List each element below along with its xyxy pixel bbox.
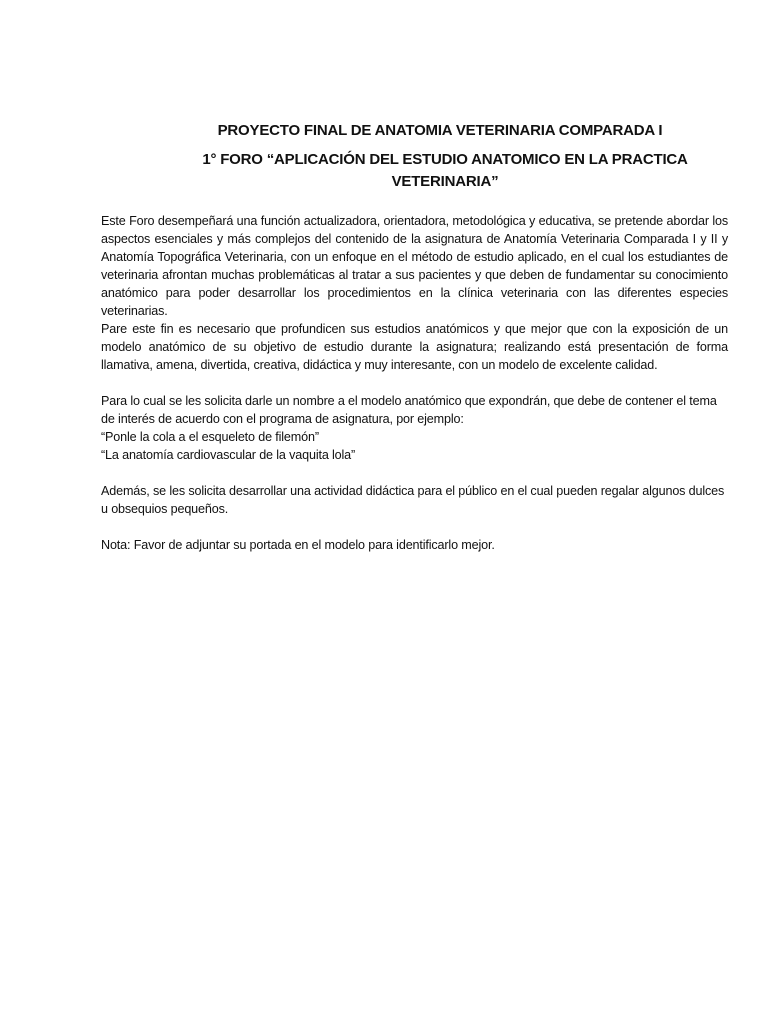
document-title: PROYECTO FINAL DE ANATOMIA VETERINARIA COMPARADA I [217, 122, 663, 139]
paragraph-intro: Este Foro desempeñará una función actualizadora, orientadora, metodológica y educativa, se pretende abordar los aspectos esenciales y más complejos del contenido de la asignatura de Anatomía Veterinaria Comparada I y II y Anatomía Topográfica Veterinaria, con un enfoque en el método de estudio aplicado, en el cual los estudiantes de veterinaria afrontan muchas problemáticas al tratar a sus pacientes y que deben de fundamentar su conocimiento anatómico para poder desarrollar los procedimientos en la clínica veterinaria con las diferentes especies veterinarias. [101, 214, 728, 318]
paragraph-spacer [101, 518, 728, 536]
paragraph-activity: Además, se les solicita desarrollar una actividad didáctica para el público en el cual pueden regalar algunos dulces u obsequios pequeños. [101, 484, 725, 516]
document-subtitle: 1° FORO “APLICACIÓN DEL ESTUDIO ANATOMICO EN LA PRACTICA VETERINARIA” [202, 151, 688, 190]
paragraph-spacer [101, 464, 728, 482]
example-one: “Ponle la cola a el esqueleto de filemón” [101, 430, 319, 444]
paragraph-note: Nota: Favor de adjuntar su portada en el modelo para identificarlo mejor. [101, 538, 495, 552]
paragraph-spacer [101, 374, 728, 392]
document-body [101, 212, 728, 554]
paragraph-purpose: Pare este fin es necesario que profundicen sus estudios anatómicos y que mejor que con la exposición de un modelo anatómico de su objetivo de estudio durante la asignatura; realizando está presentación de forma llamativa, amena, divertida, creativa, didáctica y muy interesante, con un modelo de excelente calidad. [101, 322, 728, 372]
example-two: “La anatomía cardiovascular de la vaquita lola” [101, 448, 356, 462]
paragraph-instructions: Para lo cual se les solicita darle un nombre a el modelo anatómico que expondrán, que debe de contener el tema de interés de acuerdo con el programa de asignatura, por ejemplo: [101, 394, 717, 426]
